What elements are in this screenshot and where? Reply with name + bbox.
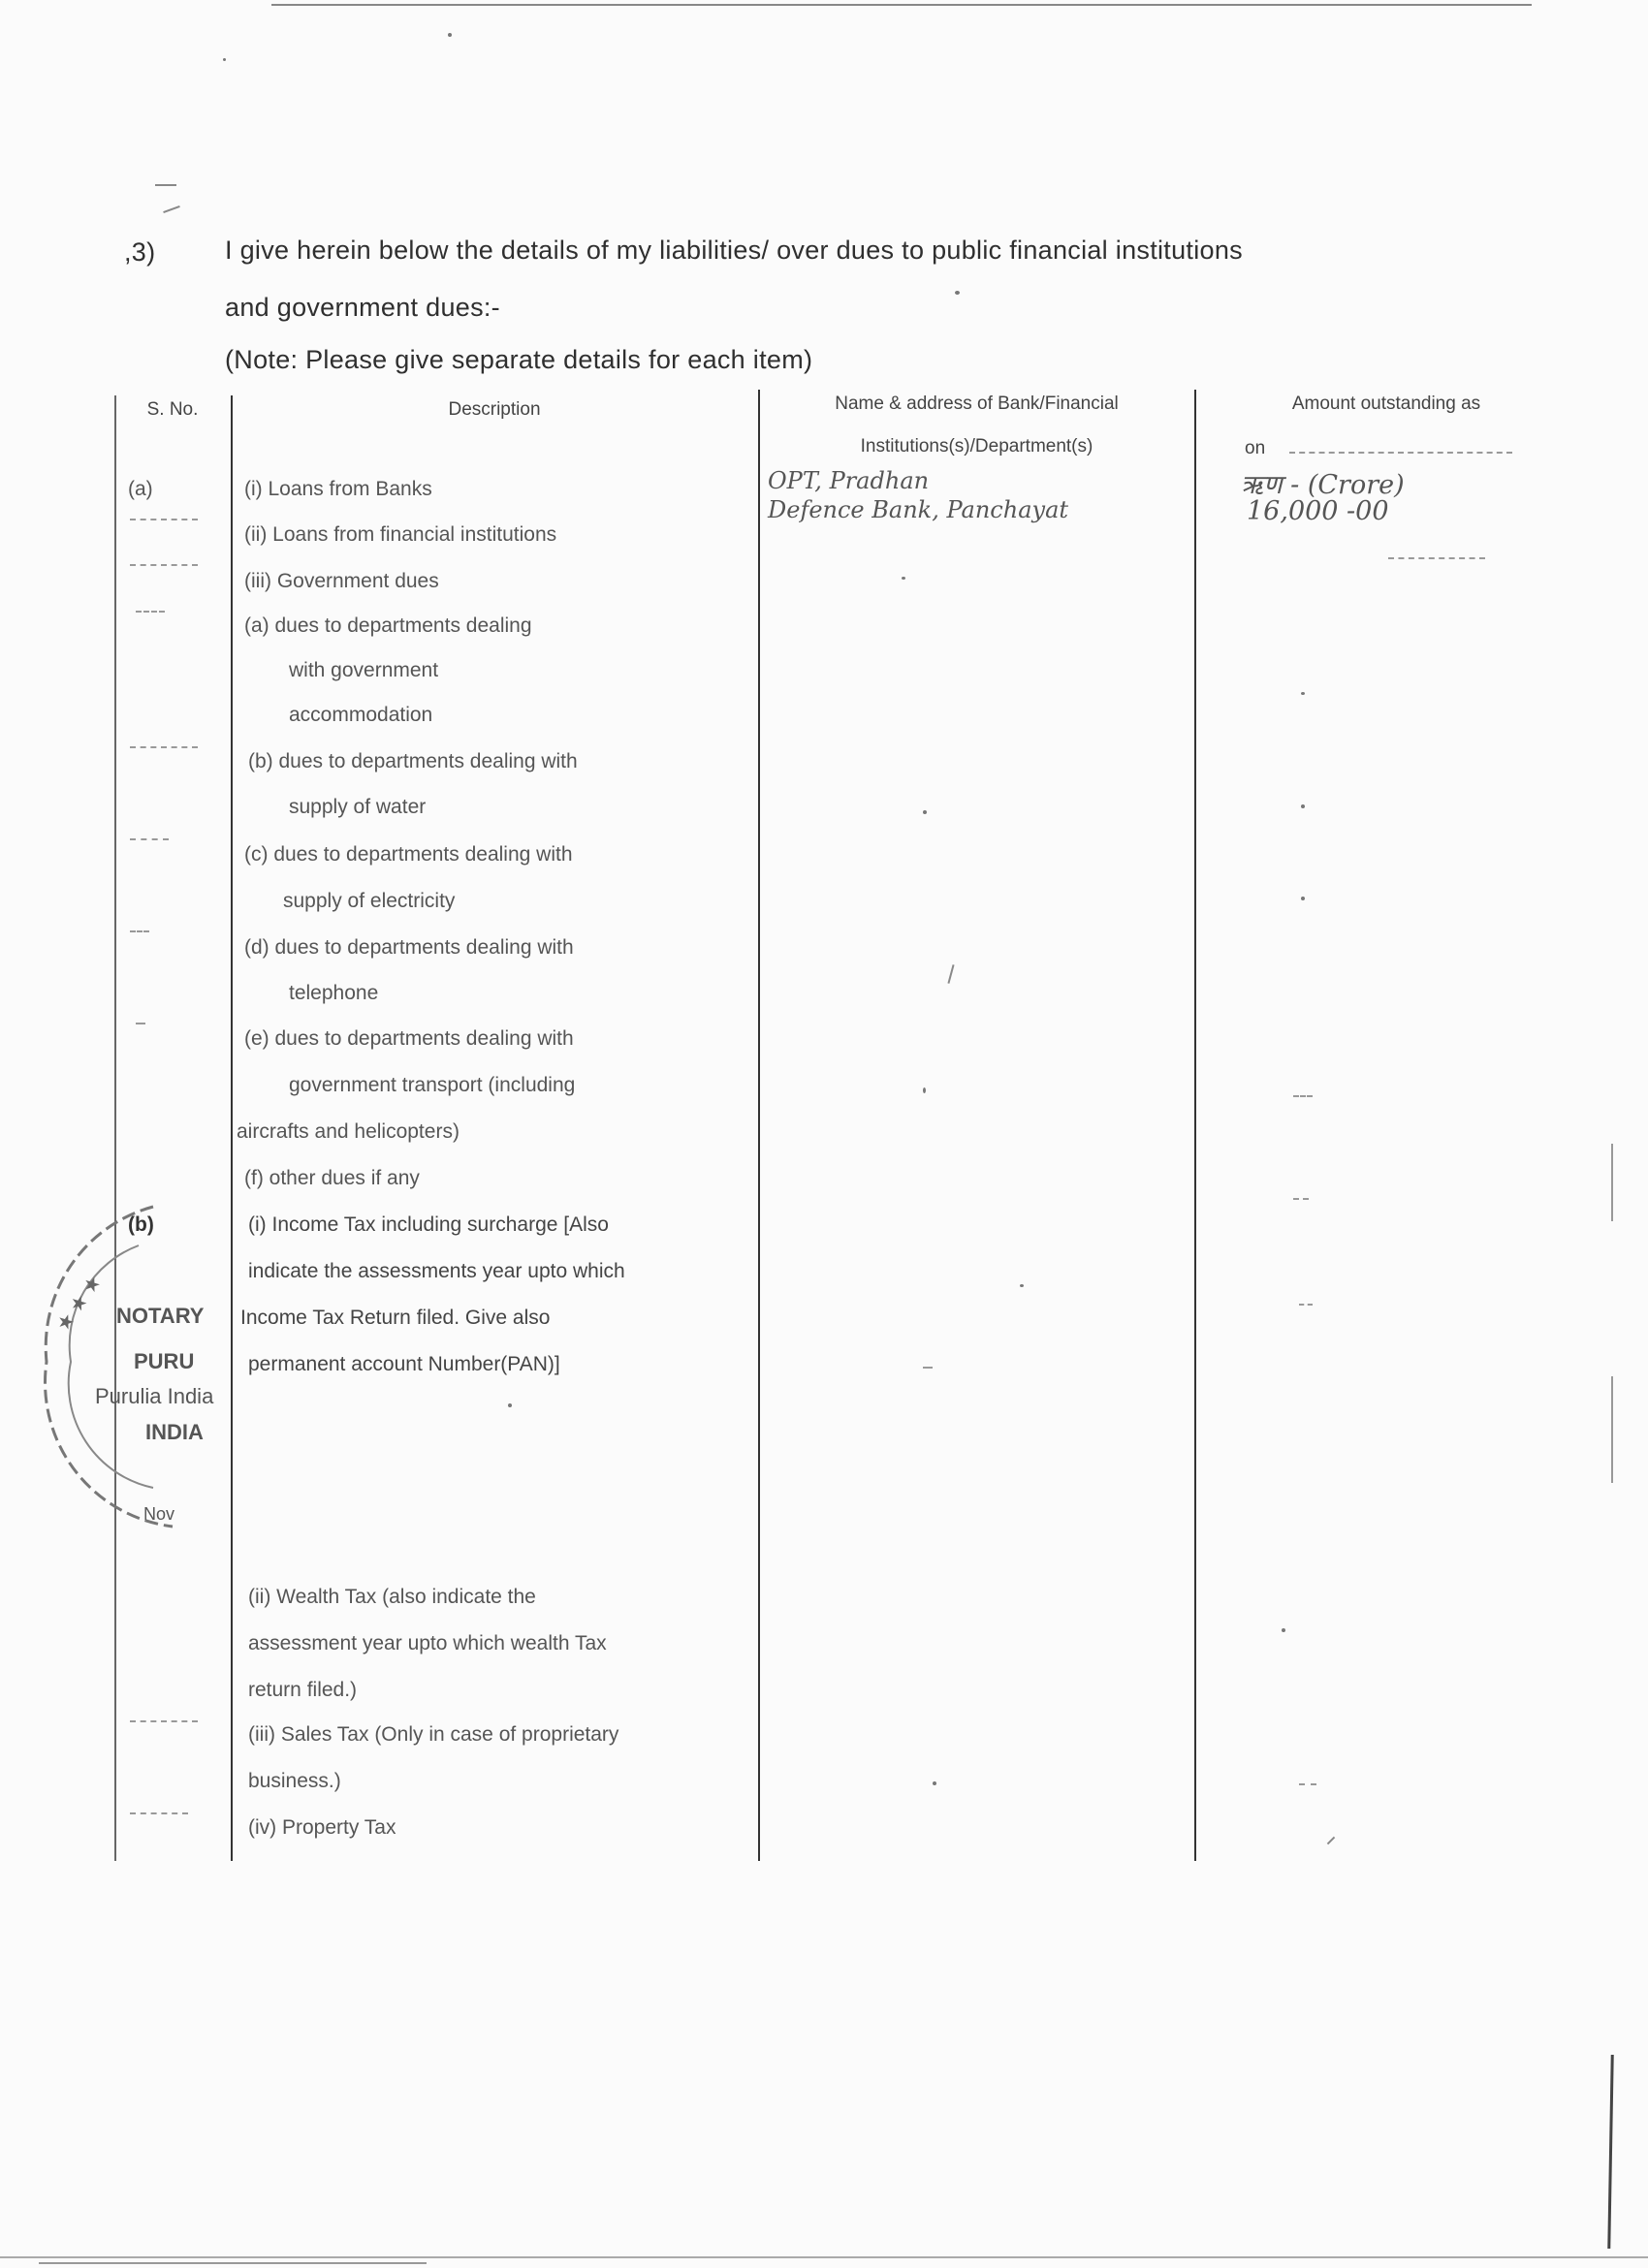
row-income-tax-line-1: (i) Income Tax including surcharge [Also bbox=[248, 1213, 609, 1236]
row-water-line-2: supply of water bbox=[289, 796, 427, 818]
row-govt-accommodation-line-3: accommodation bbox=[289, 704, 433, 726]
right-edge-scan-mark bbox=[1607, 2055, 1613, 2249]
header-amount-date-blank bbox=[1289, 452, 1512, 455]
row-income-tax-line-3: Income Tax Return filed. Give also bbox=[240, 1307, 551, 1329]
blank-dash-mark bbox=[923, 1367, 933, 1370]
scan-speck bbox=[1301, 897, 1305, 900]
scan-speck bbox=[955, 291, 960, 295]
bottom-scan-edge-line bbox=[39, 2262, 427, 2264]
sno-dash-mark bbox=[136, 1023, 145, 1025]
bottom-scan-edge-line bbox=[0, 2256, 1648, 2258]
row-sales-tax-line-1: (iii) Sales Tax (Only in case of proprietary bbox=[248, 1723, 619, 1746]
row-wealth-tax-line-1: (ii) Wealth Tax (also indicate the bbox=[248, 1586, 536, 1608]
svg-text:★ ★ ★: ★ ★ ★ bbox=[52, 1272, 107, 1336]
blank-dash-mark bbox=[1299, 1304, 1313, 1307]
scan-speck bbox=[1301, 692, 1305, 695]
row-electricity-line-1: (c) dues to departments dealing with bbox=[244, 843, 573, 866]
row-wealth-tax-line-2: assessment year upto which wealth Tax bbox=[248, 1632, 607, 1654]
row-loans-banks: (i) Loans from Banks bbox=[244, 478, 432, 500]
sno-dash-mark bbox=[130, 746, 198, 749]
row-govt-dues: (iii) Government dues bbox=[244, 570, 439, 592]
section-number: ,3) bbox=[124, 237, 156, 267]
header-sno: S. No. bbox=[146, 399, 199, 420]
section-intro-line-2: and government dues:- bbox=[225, 293, 500, 322]
stamp-city-text: Purulia India bbox=[95, 1384, 214, 1408]
row-wealth-tax-line-3: return filed.) bbox=[248, 1679, 358, 1701]
sno-dash-mark bbox=[130, 1812, 188, 1815]
header-bank-line-2: Institutions(s)/Department(s) bbox=[860, 436, 1093, 457]
scan-mark bbox=[155, 184, 176, 186]
handwritten-bank-line-1: OPT, Pradhan bbox=[768, 467, 930, 494]
column-divider-sno-description bbox=[231, 395, 233, 1861]
handwritten-bank-line-2: Defence Bank, Panchayat bbox=[768, 496, 1069, 523]
table-left-border bbox=[114, 395, 116, 1861]
scan-speck bbox=[508, 1403, 512, 1407]
right-edge-scan-mark bbox=[1611, 1376, 1613, 1483]
scan-speck bbox=[902, 577, 905, 580]
stamp-purulia-text: PURU bbox=[134, 1349, 195, 1373]
scan-speck bbox=[933, 1781, 936, 1785]
column-divider-description-bank bbox=[758, 390, 760, 1861]
row-transport-line-2: government transport (including bbox=[289, 1074, 576, 1096]
section-note: (Note: Please give separate details for each item) bbox=[225, 345, 813, 374]
sno-b: (b) bbox=[128, 1213, 154, 1236]
scan-speck bbox=[1020, 1284, 1024, 1287]
section-intro-line-1: I give herein below the details of my liabilities/ over dues to public financial institutions bbox=[225, 236, 1243, 265]
row-income-tax-line-4: permanent account Number(PAN)] bbox=[248, 1353, 560, 1375]
row-telephone-line-2: telephone bbox=[289, 982, 379, 1004]
scan-speck bbox=[1301, 804, 1305, 808]
blank-dash-mark bbox=[1293, 1198, 1309, 1201]
blank-dash-mark bbox=[1388, 557, 1485, 560]
header-description: Description bbox=[448, 399, 541, 420]
scan-speck bbox=[223, 58, 226, 61]
sno-dash-mark bbox=[130, 930, 149, 933]
sno-dash-mark bbox=[130, 519, 198, 521]
row-sales-tax-line-2: business.) bbox=[248, 1770, 341, 1792]
row-transport-line-3: aircrafts and helicopters) bbox=[237, 1120, 460, 1143]
row-loans-financial: (ii) Loans from financial institutions bbox=[244, 523, 557, 546]
sno-dash-mark bbox=[130, 838, 169, 841]
header-amount-line-2: on bbox=[1245, 438, 1266, 458]
header-bank-line-1: Name & address of Bank/Financial bbox=[835, 394, 1119, 414]
top-scan-edge-line bbox=[271, 4, 1532, 6]
column-divider-bank-amount bbox=[1194, 390, 1196, 1861]
blank-dash-mark bbox=[1299, 1783, 1316, 1786]
handwritten-amount-line-1: ऋण - (Crore) bbox=[1241, 470, 1405, 500]
row-transport-line-1: (e) dues to departments dealing with bbox=[244, 1027, 574, 1050]
row-water-line-1: (b) dues to departments dealing with bbox=[248, 750, 578, 772]
sno-dash-mark bbox=[130, 564, 198, 567]
scan-speck bbox=[1282, 1628, 1285, 1632]
row-other-dues: (f) other dues if any bbox=[244, 1167, 420, 1189]
row-telephone-line-1: (d) dues to departments dealing with bbox=[244, 936, 574, 959]
scan-mark bbox=[947, 964, 954, 984]
scan-mark bbox=[1327, 1837, 1335, 1844]
stamp-small-text: Nov bbox=[143, 1504, 175, 1524]
stamp-country-text: INDIA bbox=[145, 1420, 204, 1444]
row-govt-accommodation-line-1: (a) dues to departments dealing bbox=[244, 614, 532, 637]
sno-dash-mark bbox=[130, 1720, 198, 1723]
handwritten-amount-line-2: 16,000 -00 bbox=[1247, 496, 1389, 526]
scan-speck bbox=[923, 1087, 926, 1093]
sno-a: (a) bbox=[128, 478, 153, 500]
blank-dash-mark bbox=[1293, 1095, 1313, 1098]
scan-speck bbox=[923, 810, 927, 814]
row-electricity-line-2: supply of electricity bbox=[283, 890, 456, 912]
notary-stamp bbox=[8, 1187, 250, 1546]
right-edge-scan-mark bbox=[1611, 1144, 1613, 1221]
row-property-tax: (iv) Property Tax bbox=[248, 1816, 396, 1839]
scan-speck bbox=[448, 33, 452, 37]
header-amount-line-1: Amount outstanding as bbox=[1291, 394, 1481, 414]
scan-mark bbox=[163, 205, 180, 213]
row-income-tax-line-2: indicate the assessments year upto which bbox=[248, 1260, 625, 1282]
stamp-notary-text: NOTARY bbox=[116, 1304, 205, 1328]
sno-dash-mark bbox=[136, 611, 165, 614]
row-govt-accommodation-line-2: with government bbox=[289, 659, 439, 681]
